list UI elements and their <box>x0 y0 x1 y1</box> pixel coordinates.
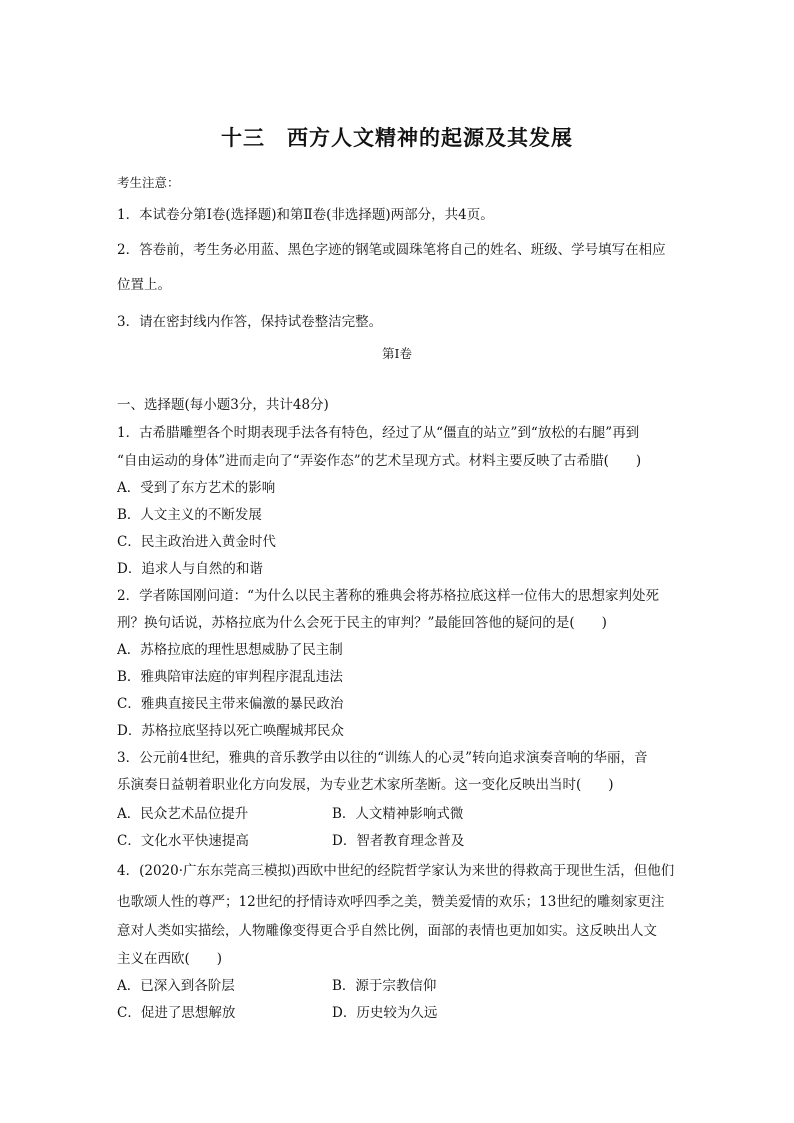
question-option: C．促进了思想解放 <box>117 1005 236 1021</box>
question-stem-line: 主义在西欧( ) <box>117 951 223 967</box>
question-stem-line: 1．古希腊雕塑各个时期表现手法各有特色，经过了从“僵直的站立”到“放松的右腿”再到 <box>117 425 640 441</box>
question-option: D．历史较为久远 <box>332 1005 438 1021</box>
question-stem-line: 2．学者陈国刚问道：“为什么以民主著称的雅典会将苏格拉底这样一位伟大的思想家判处死 <box>117 588 659 604</box>
question-option: D．苏格拉底坚持以死亡唤醒城邦民众 <box>117 723 344 739</box>
question-option: B．雅典陪审法庭的审判程序混乱违法 <box>117 669 343 685</box>
question-stem-line: 乐演奏日益朝着职业化方向发展，为专业艺术家所垄断。这一变化反映出当时( ) <box>117 777 614 793</box>
question-stem-line: 4．(2020·广东东莞高三模拟)西欧中世纪的经院哲学家认为来世的得救高于现世生活，但他们 <box>117 863 675 879</box>
part-heading: 一、选择题(每小题3分，共计48分) <box>117 397 329 413</box>
question-option: B．源于宗教信仰 <box>332 978 437 994</box>
notice-item: 1．本试卷分第Ⅰ卷(选择题)和第Ⅱ卷(非选择题)两部分，共4页。 <box>117 207 494 223</box>
notice-heading: 考生注意： <box>117 175 180 190</box>
question-option: C．文化水平快速提高 <box>117 833 249 849</box>
question-option: D．追求人与自然的和谐 <box>117 561 263 577</box>
question-option: B．人文精神影响式微 <box>332 806 464 822</box>
question-option: C．雅典直接民主带来偏激的暴民政治 <box>117 696 344 712</box>
question-option: B．人文主义的不断发展 <box>117 507 262 523</box>
notice-item: 位置上。 <box>117 277 171 293</box>
section-title: 第Ⅰ卷 <box>382 346 412 361</box>
notice-item: 3．请在密封线内作答，保持试卷整洁完整。 <box>117 314 383 330</box>
question-option: A．民众艺术品位提升 <box>117 806 249 822</box>
page-title: 十三 西方人文精神的起源及其发展 <box>221 125 573 150</box>
question-stem-line: 3．公元前4世纪，雅典的音乐教学由以往的“训练人的心灵”转向追求演奏音响的华丽，音 <box>117 750 648 766</box>
question-option: D．智者教育理念普及 <box>332 833 465 849</box>
question-stem-line: 刑？换句话说，苏格拉底为什么会死于民主的审判？”最能回答他的疑问的是( ) <box>117 615 607 631</box>
question-option: A．苏格拉底的理性思想威胁了民主制 <box>117 642 343 658</box>
question-option: A．已深入到各阶层 <box>117 978 235 994</box>
question-stem-line: “自由运动的身体”进而走向了“弄姿作态”的艺术呈现方式。材料主要反映了古希腊( ) <box>117 453 642 469</box>
question-option: C．民主政治进入黄金时代 <box>117 534 276 550</box>
notice-item: 2．答卷前，考生务必用蓝、黑色字迹的钢笔或圆珠笔将自己的姓名、班级、学号填写在相应 <box>117 242 666 258</box>
question-option: A．受到了东方艺术的影响 <box>117 480 276 496</box>
question-stem-line: 意对人类如实描绘，人物雕像变得更合乎自然比例，面部的表情也更加如实。这反映出人文 <box>117 923 657 939</box>
question-stem-line: 也歌颂人性的尊严；12世纪的抒情诗欢呼四季之美，赞美爱情的欢乐；13世纪的雕刻家更注 <box>117 894 665 910</box>
